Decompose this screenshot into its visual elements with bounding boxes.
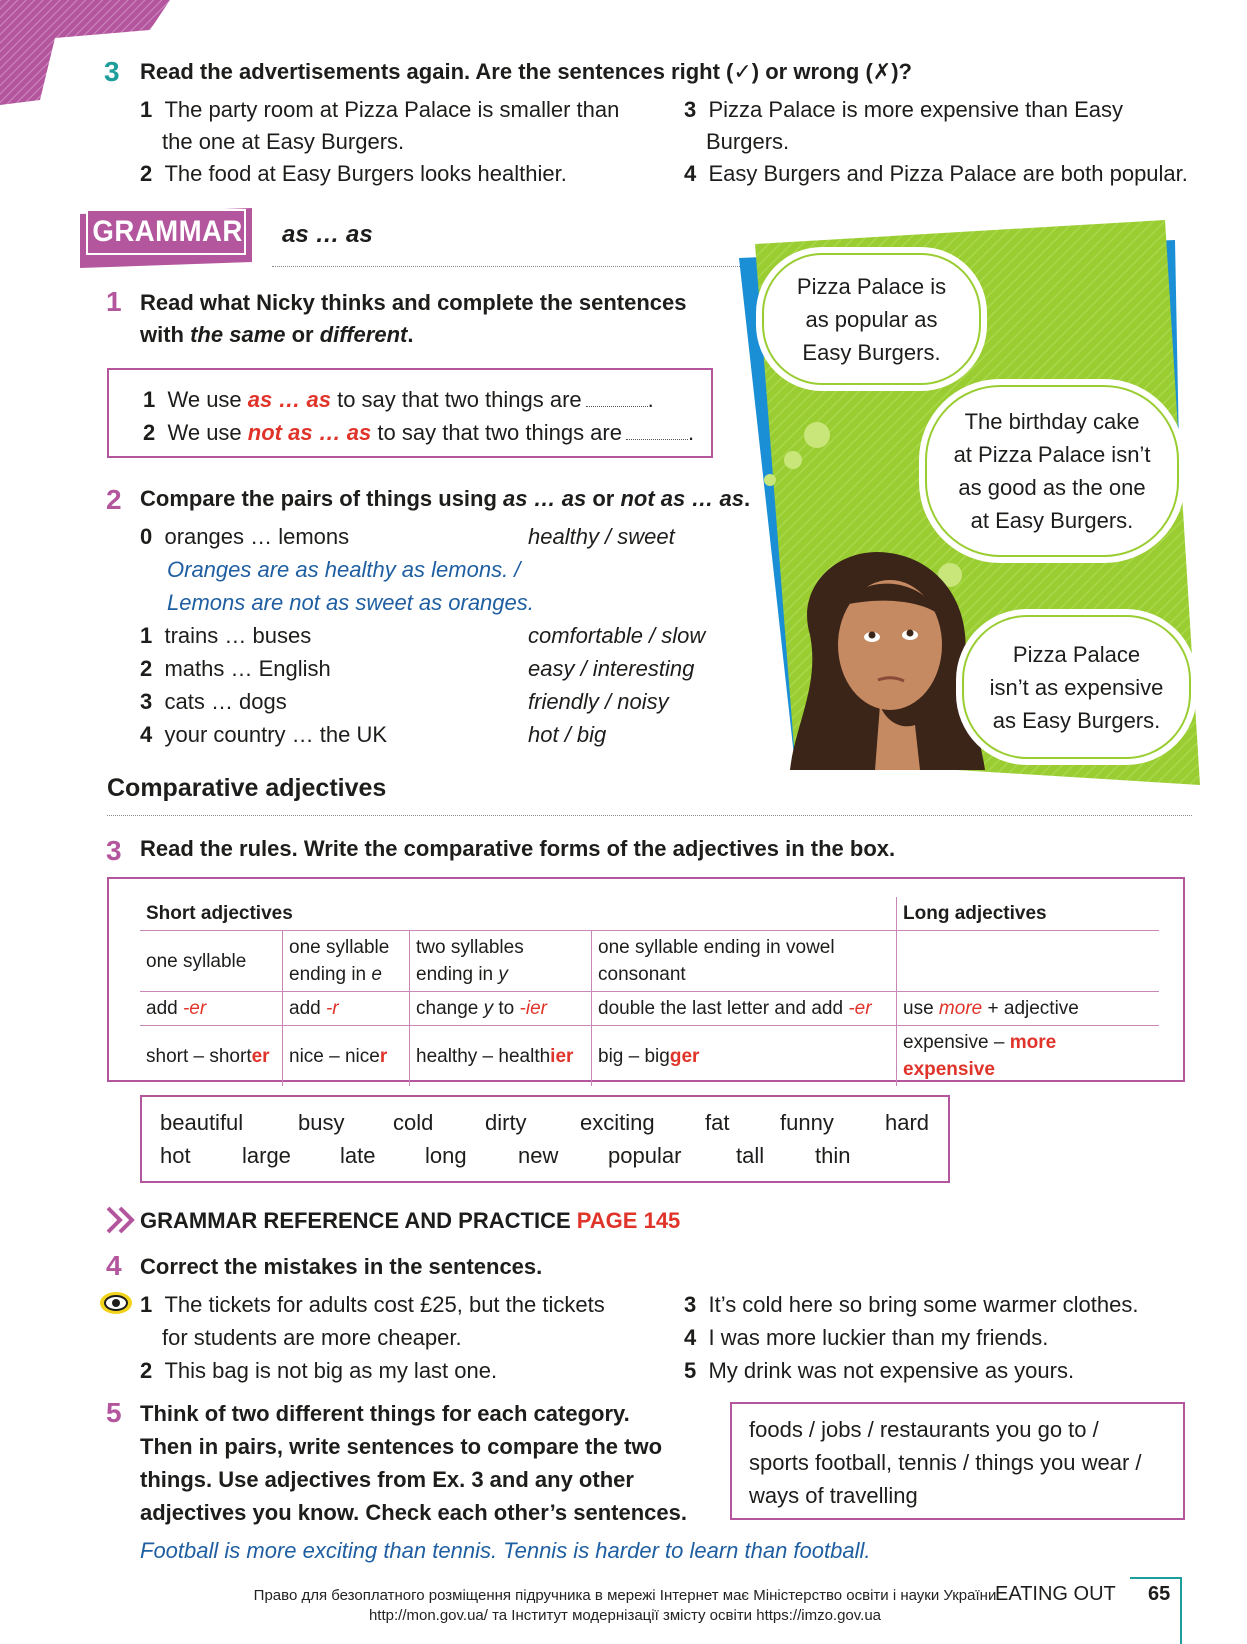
exercise-instruction: Compare the pairs of things using as … as or not as … as. [140,486,751,511]
answer-blank[interactable] [626,439,688,440]
exercise-instruction: Read the rules. Write the comparative forms of the adjectives in the box. [140,836,896,861]
list-item: 4 your country … the UK [140,722,388,747]
list-item: 0 oranges … lemons [140,524,350,549]
exercise-instruction-continued: with the same or different. [140,322,414,347]
list-item: 4 I was more luckier than my friends. [684,1325,1049,1350]
adjective-pair: easy / interesting [528,656,695,681]
rule-item: 1 We use as … as to say that two things are . [143,387,654,412]
list-item: 2 This bag is not big as my last one. [140,1358,498,1383]
list-item: 3 cats … dogs [140,689,287,714]
category-line: ways of travelling [749,1483,918,1508]
adjective-pair: friendly / noisy [528,689,669,714]
section-heading: Comparative adjectives [107,774,387,802]
list-item: 5 My drink was not expensive as yours. [684,1358,1075,1383]
grammar-topic: as … as [282,221,373,248]
table-row: one syllable one syllable ending in e two syllables ending in y one syllable ending in vowel consonant [140,931,1159,992]
table-row: short – shorter nice – nicer healthy – healthier big – bigger expensive – more expensive [140,1026,1159,1087]
speech-bubble: Pizza Palace isn’t as expensive as Easy Burgers. [962,615,1191,759]
footer-rights: Право для безоплатного розміщення підручника в мережі Інтернет має Міністерство освіти і науки України http://mon.gov.ua/ та Інститут модернізації змісту освіти https://imzo.gov.ua [253,1587,997,1624]
adjective-pair: hot / big [528,722,607,747]
list-item: 2 The food at Easy Burgers looks healthier. [140,161,567,186]
category-line: sports football, tennis / things you wear / [749,1450,1142,1475]
eye-icon [98,1290,134,1316]
list-item: 3 It’s cold here so bring some warmer clothes. [684,1292,1139,1317]
double-chevron-icon [105,1206,137,1234]
adjective-pair: healthy / sweet [528,524,675,549]
divider [107,815,1192,816]
example-answer: Football is more exciting than tennis. Tennis is harder to learn than football. [140,1538,871,1563]
rule-item: 2 We use not as … as to say that two things are . [143,420,695,445]
footer-section: EATING OUT [995,1583,1116,1605]
list-item: 1 The tickets for adults cost £25, but the tickets [140,1292,605,1317]
exercise-number: 3 [104,56,120,87]
list-item: 1 trains … buses [140,623,312,648]
exercise-instruction: Correct the mistakes in the sentences. [140,1254,543,1279]
grammar-badge-label: GRAMMAR [92,215,243,248]
exercise-number: 3 [106,835,122,866]
list-item-continued: Burgers. [706,129,790,154]
list-item: 1 The party room at Pizza Palace is smaller than [140,97,620,122]
list-item-continued: for students are more cheaper. [162,1325,462,1350]
exercise-instruction: Then in pairs, write sentences to compare the two [140,1434,663,1459]
table-row: add -er add -r change y to -ier double the last letter and add -er use more + adjective [140,992,1159,1026]
list-item: 4 Easy Burgers and Pizza Palace are both popular. [684,161,1188,186]
grammar-reference-link[interactable]: GRAMMAR REFERENCE AND PRACTICE PAGE 145 [140,1208,681,1233]
table-header: Short adjectives [140,897,897,931]
category-line: foods / jobs / restaurants you go to / [749,1417,1099,1442]
exercise-number: 5 [106,1397,122,1428]
page-number: 65 [1148,1583,1171,1605]
exercise-number: 4 [106,1250,122,1281]
list-item-continued: the one at Easy Burgers. [162,129,405,154]
rules-table [140,897,1159,1086]
speech-bubble: Pizza Palace is as popular as Easy Burgers. [762,253,981,385]
answer-blank[interactable] [586,406,648,407]
list-item: 3 Pizza Palace is more expensive than Easy [684,97,1124,122]
divider [272,266,742,267]
exercise-number: 1 [106,286,122,317]
grammar-badge [80,205,255,267]
exercise-instruction: Think of two different things for each category. [140,1401,630,1426]
table-header: Long adjectives [897,897,1160,931]
exercise-number: 2 [106,484,122,515]
example-answer: Oranges are as healthy as lemons. / [167,557,521,582]
adjective-pair: comfortable / slow [528,623,706,648]
exercise-instruction: Read what Nicky thinks and complete the sentences [140,290,687,315]
exercise-instruction: things. Use adjectives from Ex. 3 and any other [140,1467,634,1492]
example-answer: Lemons are not as sweet as oranges. [167,590,534,615]
exercise-instruction: Read the advertisements again. Are the sentences right (✓) or wrong (✗)? [140,59,912,84]
exercise-instruction: adjectives you know. Check each other’s sentences. [140,1500,687,1525]
speech-bubble: The birthday cake at Pizza Palace isn’t as good as the one at Easy Burgers. [925,385,1179,557]
list-item: 2 maths … English [140,656,331,681]
